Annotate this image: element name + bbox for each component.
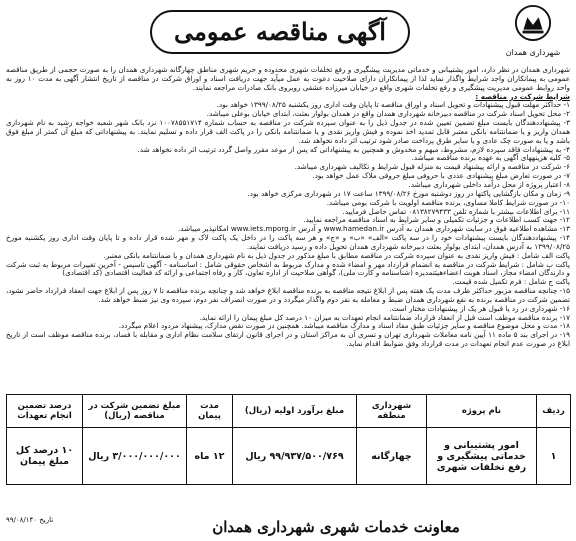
header-district: شهرداری منطقه bbox=[357, 395, 427, 428]
condition-item: ۱۶- شهرداری در رد یا قبول هر یک از پیشنهادات مختار است. bbox=[389, 303, 570, 313]
notice-header bbox=[0, 4, 576, 64]
condition-item: ۲- محل تحویل اسناد شرکت در مناقصه دبیرخانه شهرداری همدان واقع در همدان بولوار بعثت، ابتدای خیابان بوعلی میباشد. bbox=[206, 109, 570, 119]
header-bid-guarantee: مبلغ تضمین شرکت در مناقصه (ریال) bbox=[83, 395, 187, 428]
notice-footer bbox=[0, 514, 576, 540]
cell-estimate: ۹۹/۹۳۷/۵۰۰/۷۶۹ ریال bbox=[233, 428, 357, 485]
condition-item: ۱۲- جهت کسب اطلاعات و جزئیات تکمیلی و سایر شرایط به اسناد مناقصه مراجعه نمایید. bbox=[303, 215, 570, 225]
condition-item: ۱۴- پیشنهاددهندگان بایست پیشنهادات خود را در سه پاکت «الف» «ب» و «ج» و هر سه پاکت را در داخل یک پاکت لاک و مهر شده قرار داده و تا پایان وقت اداری روز یکشنبه مورخ ۱۳۹۹/۰۸/۲۵ به آدرس همدان، ابتدای بولوار بعثت دبیرخانه شهرداری همدان تحویل داده و رسید دریافت نمایند. bbox=[6, 233, 570, 251]
condition-item: ۱- حداکثر مهلت قبول پیشنهادات و تحویل اسناد و اوراق مناقصه تا پایان وقت اداری روز یکشنبه ۱۳۹۹/۰۸/۲۵ خواهد بود. bbox=[216, 100, 570, 110]
condition-item: ۴- به پیشنهادات فاقد سپرده لازم، مشروط، مبهم و مخدوش و همچنین به پیشنهاداتی که پس از موعد مقرر واصل گردد ترتیب اثر داده نخواهد شد. bbox=[137, 144, 570, 154]
condition-item: ۱۹- در اجرای بند ۵ ماده ۱۱ آیین نامه معاملات شهرداری تهران و تسری آن به مراکز استان و در اجرای قانون ارتقای سلامت نظام اداری و مقابله با فساد، برنده مناقصه موظف است از تاریخ ابلاغ در صورت عدم انجام تعهدات در مدت قرارداد وفق ضوابط اقدام نماید. bbox=[6, 330, 571, 349]
condition-item: ۱۸- مدت و محل موضوع مناقصه و سایر جزئیات طبق مفاد اسناد و مدارک مناقصه میباشد. همچنین در صورت نقص مدارک، پیشنهاد مردود اعلام میگردد. bbox=[118, 321, 570, 331]
intro-paragraph: شهرداری همدان در نظر دارد، امور پشتیبانی و خدماتی مدیریت پیشگیری و رفع تخلفات شهری محدوده و حریم شهری مناطق چهارگانه شهرداری همدان را به صورت حجمی از طریق مناقصه عمومی به پیمانکاران واجد شرایط واگذار نماید لذا از پیمانکاران دارای صلاحیت دعوت به عمل میآید جهت دریافت اسناد و اوراق شرکت در مناقصه از تاریخ انتشار آگهی به مدت ۱۰ روز به واحد روابط عمومی مدیریت پیشگیری و رفع تخلفات شهری واقع در خیابان میرزاده عشقی روبروی بانک صادرات مراجعه نمایند. bbox=[6, 65, 570, 92]
condition-item: ۱۰- در صورت شرایط کاملا مساوی، برنده مناقصه اولویت با شرکت بومی میباشد. bbox=[326, 197, 570, 207]
header-project-name: نام پروژه bbox=[427, 395, 537, 428]
condition-item: پاکت ج شامل : فرم تکمیل شده قیمت. bbox=[452, 277, 570, 287]
condition-item: ۱۱- برای اطلاعات بیشتر با شماره تلفن ۰۸۱۳۸۲۷۹۴۳۳ تماس حاصل فرمایید. bbox=[342, 206, 570, 216]
emblem-icon bbox=[514, 4, 552, 42]
condition-item: پاکت الف شامل : فیش واریز نقدی به عنوان سپرده شرکت در مناقصه مطابق با مبلغ مذکور در جدول ذیل به نام شهرداری همدان و یا ضمانتنامه بانکی معتبر. bbox=[103, 250, 570, 260]
condition-item: ۱۵- چنانچه مناقصه مزبور حداکثر ظرف مدت یک هفته پس از ابلاغ نتیجه مناقصه به برنده مناقصه ابلاغ خواهد شد و چنانچه برنده مناقصه تا ۷ روز پس از ابلاغ جهت انعقاد قرارداد حاضر نشود، تضمین شرکت در مناقصه برنده به نفع شهرداری همدان ضبط و معامله به نفر دوم واگذار میگردد و در صورت انصراف نفر دوم، سپرده وی نیز ضبط خواهد شد. bbox=[6, 286, 570, 304]
condition-item: ۵- کلیه هزینههای آگهی به عهده برنده مناقصه میباشد. bbox=[411, 153, 570, 163]
cell-row-number: ۱ bbox=[537, 428, 571, 485]
logo-caption: شهرداری همدان bbox=[505, 48, 561, 57]
conditions-title: شرایط شرکت در مناقصه : bbox=[475, 91, 570, 101]
condition-item: ۳- پیشنهاددهندگان بایست مبلغ تضمین تعیین شده در جدول ذیل را به عنوان سپرده شرکت در مناقصه به حساب شماره ۱۰۰۷۸۵۵۱۷۱۴ نزد بانک شهر شعبه خواجه رشید به نام شهرداری همدان واریز و یا ضمانتنامه بانکی معتبر قابل تمدید اخذ نموده و فیش واریز نقدی و یا ضمانتنامه بانکی را در پاکت الف قرار داده و تسلیم نمایند. به پیشنهاداتی که مبلغ آن کمتر از مبلغ فوق باشد و یا به صورت چک عادی و یا سایر طرق پرداخت صادر شود ترتیب اثر داده نخواهد شد. bbox=[6, 118, 570, 145]
issuer-name: معاونت خدمات شهری شهرداری همدان bbox=[212, 518, 460, 536]
table-row bbox=[7, 428, 571, 485]
header-row-number: ردیف bbox=[537, 395, 571, 428]
condition-item: پاکت ب شامل : شرایط شرکت در مناقصه به انضمام قرارداد مهر و امضاء شده و مدارک مربوط به اشخاص حقوقی شامل : اساسنامه - آگهی تاسیس - آخرین تغییرات مربوط به ثبت شرکت و دارندگان امضاء مجاز، اسناد هویت اعضاءهیئتمدیره (شناسنامه و کارت ملی)، گواهی صلاحیت از اداره تعاون، کار و رفاه اجتماعی و ارائه کد فعالیت اقتصادی (کد اقتصادی) bbox=[6, 259, 570, 278]
municipality-logo bbox=[502, 4, 564, 64]
notice-body bbox=[6, 66, 570, 349]
cell-performance-guarantee: ۱۰ درصد کل مبلغ پیمان bbox=[7, 428, 83, 485]
notice-date: تاریخ ۹۹/۰۸/۱۴۰ bbox=[6, 516, 54, 524]
cell-bid-guarantee: ۳/۰۰۰/۰۰۰/۰۰۰ ریال bbox=[83, 428, 187, 485]
header-duration: مدت پیمان bbox=[187, 395, 233, 428]
condition-item: ۱۷- برنده مناقصه موظف است قبل از انعقاد قرارداد ضمانتنامه انجام تعهدات به میزان ۱۰ درصد کل مبلغ پیمان را ارائه نماید. bbox=[199, 312, 570, 322]
cell-district: چهارگانه bbox=[357, 428, 427, 485]
condition-item: ۹- زمان و مکان بازگشایی پاکتها در روز دوشنبه مورخ ۱۳۹۹/۰۸/۲۶ ساعت ۱۷ در شهرداری مرکزی خواهد بود. bbox=[247, 188, 570, 198]
condition-item: ۶- شرکت در مناقصه و ارائه پیشنهاد قیمت به منزله قبول شرایط و تکالیف شهرداری میباشد. bbox=[294, 162, 570, 172]
condition-item: ۷- در صورت تعارض مبلغ پیشنهادی عددی با حروفی مبلغ حروفی ملاک عمل خواهد بود. bbox=[312, 171, 570, 181]
header-estimate: مبلغ برآورد اولیه (ریال) bbox=[233, 395, 357, 428]
cell-duration: ۱۲ ماه bbox=[187, 428, 233, 485]
cell-project-name: امور پشتیبانی و خدماتی پیشگیری و رفع تخلفات شهری bbox=[427, 428, 537, 485]
conditions-list bbox=[6, 101, 570, 349]
table-header-row bbox=[7, 395, 571, 428]
tender-table bbox=[6, 394, 571, 485]
condition-item: ۸- اعتبار پروژه از محل درآمد داخلی شهرداری میباشد. bbox=[408, 179, 570, 189]
header-performance-guarantee: درصد تضمین انجام تعهدات bbox=[7, 395, 83, 428]
condition-item: ۱۳- مشاهده اطلاعیه فوق در سایت شهرداری همدان به آدرس www.hamedan.ir و آدرس www.iets.mporg.ir امکانپذیر میباشد. bbox=[177, 224, 570, 234]
notice-title: آگهی مناقصه عمومی bbox=[150, 10, 410, 54]
